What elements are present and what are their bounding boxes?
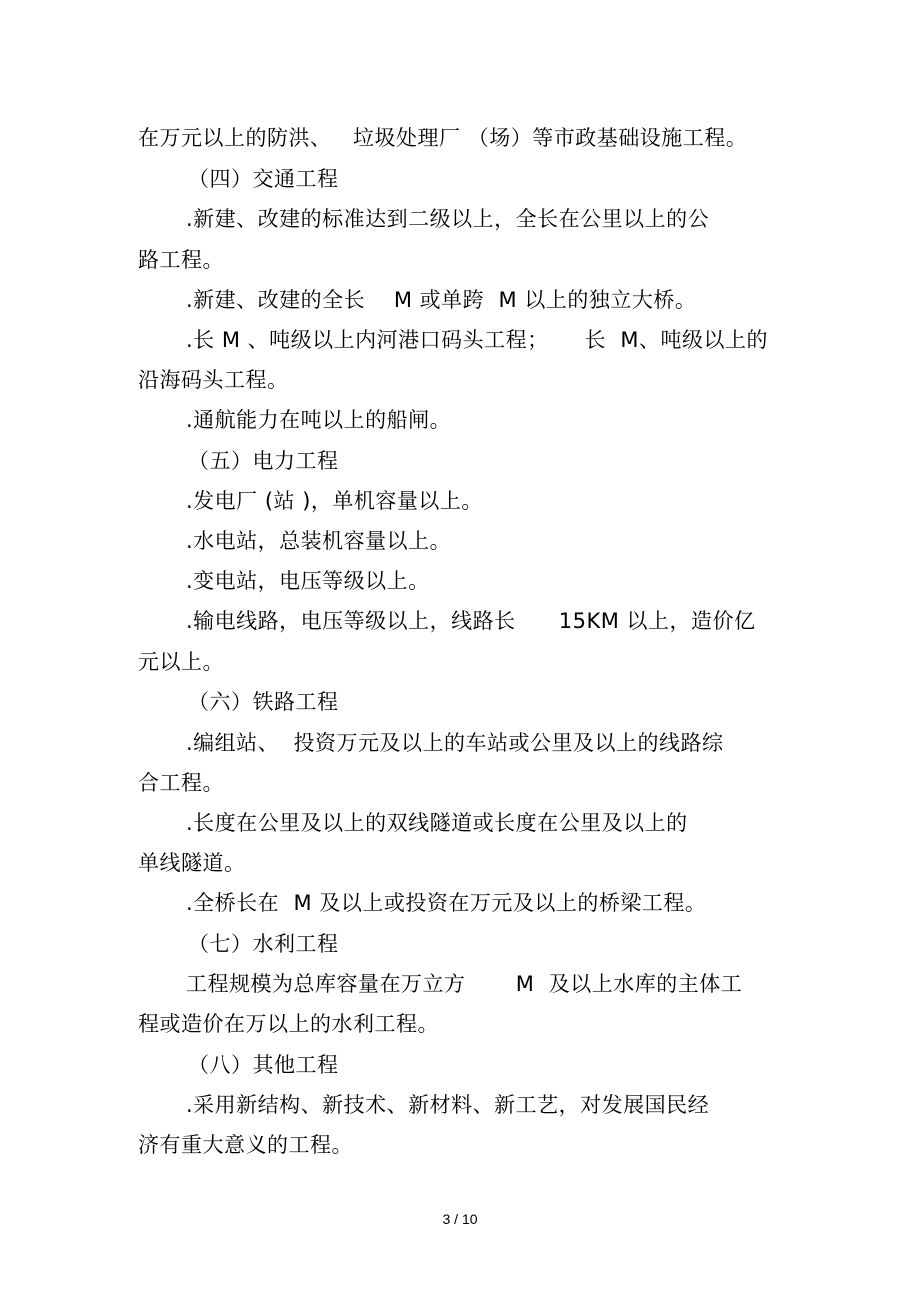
text-line: 在万元以上的防洪、 垃圾处理厂 （场）等市政基础设施工程。 bbox=[138, 126, 748, 150]
text-line: .全桥长在 M 及以上或投资在万元及以上的桥梁工程。 bbox=[186, 891, 707, 915]
text-line: .长 M 、吨级以上内河港口码头工程； 长 M、吨级以上的 bbox=[186, 328, 768, 352]
page-number: 3 / 10 bbox=[442, 1211, 478, 1227]
section-heading: （五）电力工程 bbox=[188, 449, 339, 473]
text-line: .采用新结构、新技术、新材料、新工艺，对发展国民经 bbox=[186, 1093, 710, 1117]
text-line: 路工程。 bbox=[138, 248, 224, 272]
text-line: 程或造价在万以上的水利工程。 bbox=[138, 1012, 439, 1036]
text-line: .发电厂 (站 )，单机容量以上。 bbox=[186, 489, 483, 513]
text-line: 合工程。 bbox=[138, 771, 224, 795]
section-heading: （六）铁路工程 bbox=[188, 690, 339, 714]
section-heading: （四）交通工程 bbox=[188, 167, 339, 191]
text-line: .新建、改建的全长 M 或单跨 M 以上的独立大桥。 bbox=[186, 288, 697, 312]
text-line: .变电站，电压等级以上。 bbox=[186, 569, 430, 593]
text-line: .通航能力在吨以上的船闸。 bbox=[186, 408, 452, 432]
text-line: .水电站，总装机容量以上。 bbox=[186, 529, 452, 553]
text-line: 单线隧道。 bbox=[138, 851, 246, 875]
text-line: .长度在公里及以上的双线隧道或长度在公里及以上的 bbox=[186, 811, 688, 835]
text-line: .新建、改建的标准达到二级以上，全长在公里以上的公 bbox=[186, 207, 710, 231]
text-line: 沿海码头工程。 bbox=[138, 368, 289, 392]
text-line: .输电线路，电压等级以上，线路长 15KM 以上，造价亿 bbox=[186, 609, 756, 633]
text-line: 元以上。 bbox=[138, 650, 224, 674]
text-line: .编组站、 投资万元及以上的车站或公里及以上的线路综 bbox=[186, 731, 724, 755]
text-line: 济有重大意义的工程。 bbox=[138, 1133, 353, 1157]
section-heading: （八）其他工程 bbox=[188, 1053, 339, 1077]
text-line: 工程规模为总库容量在万立方 M 及以上水库的主体工 bbox=[186, 972, 743, 996]
section-heading: （七）水利工程 bbox=[188, 932, 339, 956]
